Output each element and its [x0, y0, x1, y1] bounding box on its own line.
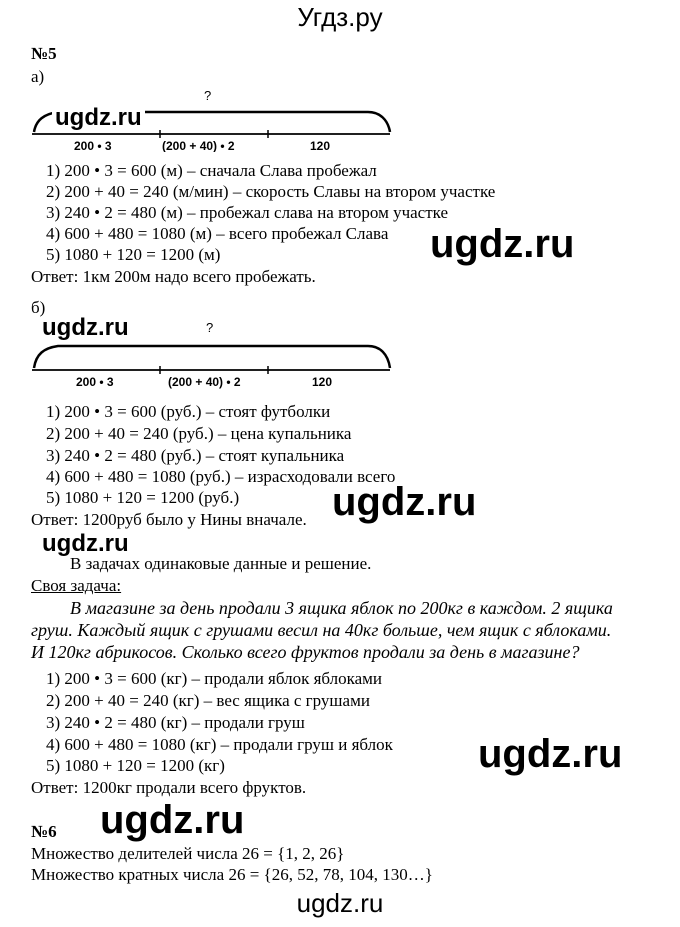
answer-line: Ответ: 1км 200м надо всего пробежать. [31, 267, 316, 286]
step-line: 5) 1080 + 120 = 1200 (м) [46, 245, 221, 264]
site-footer: ugdz.ru [296, 888, 384, 918]
own-task-text: И 120кг абрикосов. Сколько всего фруктов продали за день в магазине? [31, 642, 580, 662]
own-task-text: В магазине за день продали 3 ящика яблок по 200кг в каждом. 2 ящика [70, 598, 613, 618]
step-line: 3) 240 • 2 = 480 (м) – пробежал слава на втором участке [46, 203, 449, 222]
task5-number: №5 [31, 44, 57, 63]
step-line: 4) 600 + 480 = 1080 (кг) – продали груш и яблок [46, 735, 393, 754]
task5a-letter: а) [31, 67, 45, 86]
note-line: В задачах одинаковые данные и решение. [70, 554, 372, 573]
watermark: ugdz.ru [52, 104, 145, 132]
answer-line: Ответ: 1200кг продали всего фруктов. [31, 778, 307, 797]
step-line: 4) 600 + 480 = 1080 (м) – всего пробежал Слава [46, 224, 389, 243]
diagram-seg2-label: (200 + 40) • 2 [162, 139, 235, 152]
watermark: ugdz.ru [478, 732, 623, 776]
step-line: 5) 1080 + 120 = 1200 (кг) [46, 756, 225, 775]
step-line: 2) 200 + 40 = 240 (руб.) – цена купальника [46, 424, 352, 443]
diagram-seg3-label: 120 [310, 139, 331, 152]
watermark: ugdz.ru [100, 798, 245, 842]
diagram-seg1-label: 200 • 3 [76, 375, 114, 389]
step-line: 4) 600 + 480 = 1080 (руб.) – израсходовали всего [46, 467, 396, 486]
task6-line: Множество делителей числа 26 = {1, 2, 26} [31, 844, 345, 863]
step-line: 1) 200 • 3 = 600 (м) – сначала Слава пробежал [46, 161, 377, 180]
diagram-seg3-label: 120 [312, 375, 333, 389]
diagram-seg2-label: (200 + 40) • 2 [168, 375, 241, 389]
watermark: ugdz.ru [42, 314, 129, 341]
task6-number: №6 [31, 822, 57, 841]
step-line: 2) 200 + 40 = 240 (м/мин) – скорость Славы на втором участке [46, 182, 496, 201]
watermark: ugdz.ru [430, 222, 575, 266]
step-line: 1) 200 • 3 = 600 (руб.) – стоят футболки [46, 402, 331, 421]
watermark: ugdz.ru [332, 480, 477, 524]
diagram-seg1-label: 200 • 3 [74, 139, 112, 152]
step-line: 3) 240 • 2 = 480 (руб.) – стоят купальника [46, 446, 345, 465]
own-task-text: груш. Каждый ящик с грушами весил на 40кг больше, чем ящик с яблоками. [31, 620, 612, 640]
step-line: 3) 240 • 2 = 480 (кг) – продали груш [46, 713, 305, 732]
watermark: ugdz.ru [42, 530, 129, 557]
brace-arc [34, 346, 390, 368]
step-line: 2) 200 + 40 = 240 (кг) – вес ящика с грушами [46, 691, 370, 710]
diagram-question: ? [204, 88, 212, 103]
task5b-letter: б) [31, 298, 46, 317]
own-task-label: Своя задача: [31, 576, 122, 595]
task6-line: Множество кратных числа 26 = {26, 52, 78, 104, 130…} [31, 865, 433, 884]
site-title: Угдз.ру [297, 2, 383, 32]
step-line: 1) 200 • 3 = 600 (кг) – продали яблок яблоками [46, 669, 383, 688]
step-line: 5) 1080 + 120 = 1200 (руб.) [46, 488, 240, 507]
diagram-question: ? [206, 320, 214, 335]
answer-line: Ответ: 1200руб было у Нины вначале. [31, 510, 307, 529]
